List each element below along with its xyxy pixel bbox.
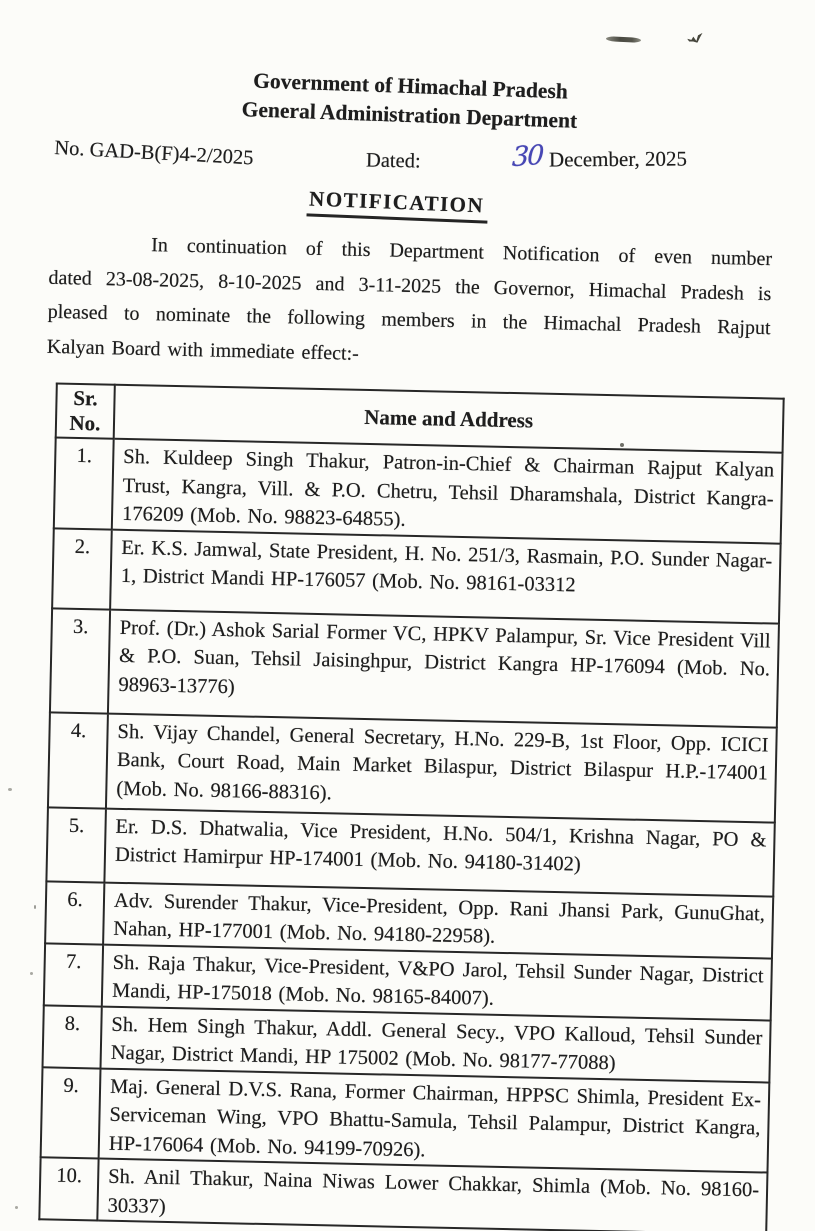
scan-speck xyxy=(34,905,36,909)
members-table xyxy=(38,382,784,1231)
table-row xyxy=(52,528,781,623)
scan-artifact-dash xyxy=(606,36,641,43)
reference-number: No. GAD-B(F)4-2/2025 xyxy=(53,137,255,170)
name-address-cell: Sh. Vijay Chandel, General Secretary, H.No. 229-B, 1st Floor, Opp. ICICI Bank, Court Road, Main Market Bilaspur, District Bilaspur H.P.-174001 (Mob. No. 98166-88316). xyxy=(106,713,777,822)
sr-no-cell: 5. xyxy=(46,807,106,882)
dated-label: Dated: xyxy=(365,149,421,173)
sr-no-cell: 6. xyxy=(45,881,104,944)
paragraph-line: pleased to nominate the following members in the Himachal Pradesh Rajput xyxy=(47,300,771,340)
letterhead xyxy=(179,64,641,138)
name-address-cell: Sh. Kuldeep Singh Thakur, Patron-in-Chief & Chairman Rajput Kalyan Trust, Kangra, Vill. & P.O. Chetru, Tehsil Dharamshala, District Kangra-176209 (Mob. No. 98823-64855). xyxy=(112,439,783,543)
sr-no-cell: 2. xyxy=(52,528,112,609)
sr-no-cell: 4. xyxy=(48,712,108,808)
org-title: Government of Himachal Pradesh xyxy=(252,68,569,104)
sr-no-cell: 1. xyxy=(54,437,114,529)
name-address-cell: Maj. General D.V.S. Rana, Former Chairman, HPPSC Shimla, President Ex-Serviceman Wing, VPO Bhattu-Samula, Tehsil Palampur, District Kangra, HP-176064 (Mob. No. 94199-70926). xyxy=(99,1068,770,1172)
name-address-cell: Prof. (Dr.) Ashok Sarial Former VC, HPKV Palampur, Sr. Vice President Vill & P.O. Suan, Tehsil Jaisinghpur, District Kangra HP-176094 (Mob. No. 98963-13776) xyxy=(108,609,779,727)
handwritten-day: 30 xyxy=(511,139,543,174)
name-address-cell: Sh. Hem Singh Thakur, Addl. General Secy., VPO Kalloud, Tehsil Sunder Nagar, District Mandi, HP 175002 (Mob. No. 98177-77088) xyxy=(101,1006,771,1082)
col-header-sr-no: Sr. No. xyxy=(56,383,115,438)
col-header-name-address: Name and Address xyxy=(114,385,784,453)
paragraph-line: Kalyan Board with immediate effect:- xyxy=(46,335,360,365)
dept-title: General Administration Department xyxy=(241,97,578,133)
sr-no-cell: 9. xyxy=(41,1067,101,1159)
date-text: December, 2025 xyxy=(548,146,688,172)
name-address-cell: Er. D.S. Dhatwalia, Vice President, H.No. 504/1, Krishna Nagar, PO & District Hamirpur HP-174001 (Mob. No. 94180-31402) xyxy=(104,808,774,896)
scan-speck xyxy=(8,788,12,791)
paragraph-line: In continuation of this Department Notification of even number xyxy=(150,234,773,271)
table-row xyxy=(48,712,777,822)
scan-speck xyxy=(15,1206,18,1209)
sr-no-cell: 3. xyxy=(50,608,110,713)
paragraph-line: dated 23-08-2025, 8-10-2025 and 3-11-2025 the Governor, Himachal Pradesh is xyxy=(48,266,772,305)
name-address-cell: Adv. Surender Thakur, Vice-President, Opp. Rani Jhansi Park, GunuGhat, Nahan, HP-177001 (Mob. No. 94180-22958). xyxy=(103,882,773,958)
sr-no-cell: 10. xyxy=(39,1157,98,1220)
table-row xyxy=(41,1067,770,1173)
notification-title: NOTIFICATION xyxy=(306,186,488,223)
name-address-cell: Sh. Raja Thakur, Vice-President, V&PO Jarol, Tehsil Sunder Nagar, District Mandi, HP-175018 (Mob. No. 98165-84007). xyxy=(102,944,772,1020)
name-address-cell: Er. K.S. Jamwal, State President, H. No. 251/3, Rasmain, P.O. Sunder Nagar-1, District Mandi HP-176057 (Mob. No. 98161-03312 xyxy=(110,529,781,623)
scan-artifact-mark xyxy=(686,30,704,44)
table-row xyxy=(50,608,779,727)
table-row xyxy=(54,437,783,543)
name-address-cell: Sh. Anil Thakur, Naina Niwas Lower Chakkar, Shimla (Mob. No. 98160-30337) xyxy=(97,1159,767,1231)
scan-speck xyxy=(30,972,33,975)
body-paragraph xyxy=(47,226,773,380)
sr-no-cell: 8. xyxy=(43,1005,102,1068)
sr-no-cell: 7. xyxy=(44,943,103,1006)
